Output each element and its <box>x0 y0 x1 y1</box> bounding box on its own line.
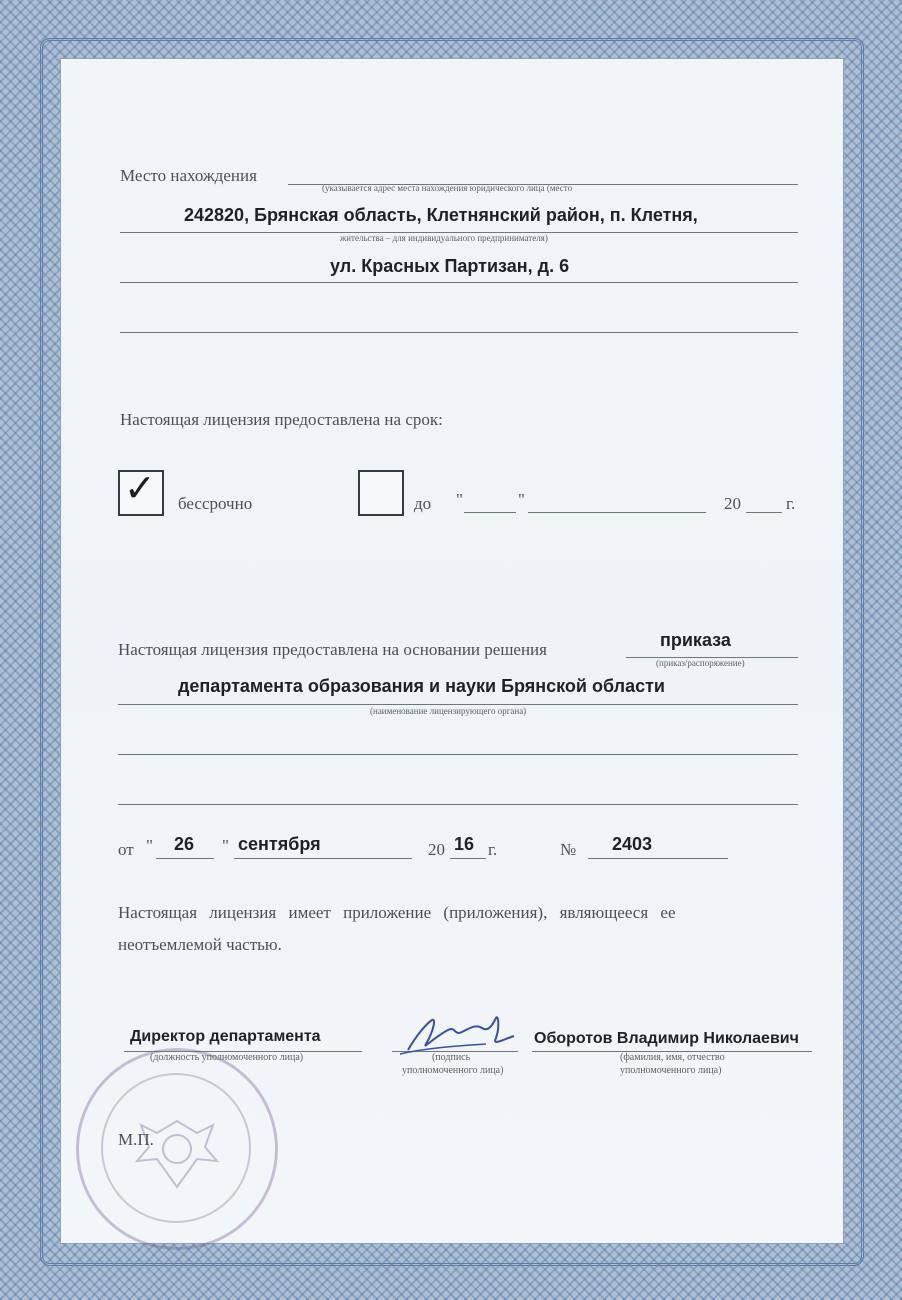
until-day-line <box>464 512 516 513</box>
until-month-line <box>528 512 706 513</box>
license-number-line <box>588 858 728 859</box>
location-address-line-1: 242820, Брянская область, Клетнянский район, п. Клетня, <box>184 205 698 225</box>
basis-line-3 <box>118 804 798 805</box>
location-line-4 <box>120 332 798 333</box>
date-month: сентября <box>238 834 321 854</box>
term-label: Настоящая лицензия предоставлена на срок: <box>120 410 443 429</box>
license-number: 2403 <box>612 834 653 854</box>
license-number-label: № <box>560 840 577 859</box>
until-quote-open: " <box>456 490 463 509</box>
name-hint-1: (фамилия, имя, отчество <box>620 1052 725 1063</box>
stamp-place-label: М.П. <box>118 1130 154 1149</box>
date-year-suffix: г. <box>488 840 498 859</box>
appendix-text-line-1: Настоящая лицензия имеет приложение (приложения), являющееся ее <box>118 903 676 922</box>
location-line-3 <box>120 282 798 283</box>
until-checkbox <box>358 470 404 516</box>
signature-hint-2: уполномоченного лица) <box>402 1065 504 1076</box>
basis-decision-type: приказа <box>660 630 731 650</box>
date-quote-close: " <box>222 836 229 855</box>
basis-decision-hint: (приказ/распоряжение) <box>656 658 745 668</box>
indefinite-checkbox <box>118 466 164 516</box>
basis-label: Настоящая лицензия предоставлена на основании решения <box>118 640 547 659</box>
until-year-suffix: г. <box>786 494 796 513</box>
name-hint-2: уполномоченного лица) <box>620 1065 722 1076</box>
basis-line-2 <box>118 754 798 755</box>
official-seal <box>76 1048 278 1250</box>
basis-authority-line <box>118 704 798 705</box>
date-day: 26 <box>174 834 195 854</box>
location-hint-1: (указывается адрес места нахождения юридического лица (место <box>322 183 573 193</box>
location-hint-2: жительства – для индивидуального предпринимателя) <box>340 233 548 243</box>
basis-authority-hint: (наименование лицензирующего органа) <box>370 706 527 716</box>
date-year: 16 <box>454 834 475 854</box>
location-address-line-2: ул. Красных Партизан, д. 6 <box>330 256 570 276</box>
until-label: до <box>414 494 432 513</box>
date-month-line <box>234 858 412 859</box>
position-hint: (должность уполномоченного лица) <box>150 1052 304 1063</box>
signature-hint-1: (подпись <box>432 1052 471 1063</box>
signatory-name: Оборотов Владимир Николаевич <box>534 1030 799 1047</box>
date-day-line <box>156 858 214 859</box>
signatory-position: Директор департамента <box>130 1028 321 1045</box>
checkmark-icon: ✓ <box>124 466 156 510</box>
basis-authority: департамента образования и науки Брянской области <box>178 676 665 696</box>
until-year-prefix: 20 <box>724 494 741 513</box>
appendix-text-line-2: неотъемлемой частью. <box>118 935 282 954</box>
indefinite-label: бессрочно <box>178 494 253 513</box>
until-quote-close: " <box>518 490 525 509</box>
coat-of-arms-icon <box>79 1051 275 1247</box>
date-year-prefix: 20 <box>428 840 445 859</box>
date-from-label: от <box>118 840 134 859</box>
location-label: Место нахождения <box>120 166 257 185</box>
date-quote-open: " <box>146 836 153 855</box>
date-year-line <box>450 858 486 859</box>
until-year-line <box>746 512 782 513</box>
